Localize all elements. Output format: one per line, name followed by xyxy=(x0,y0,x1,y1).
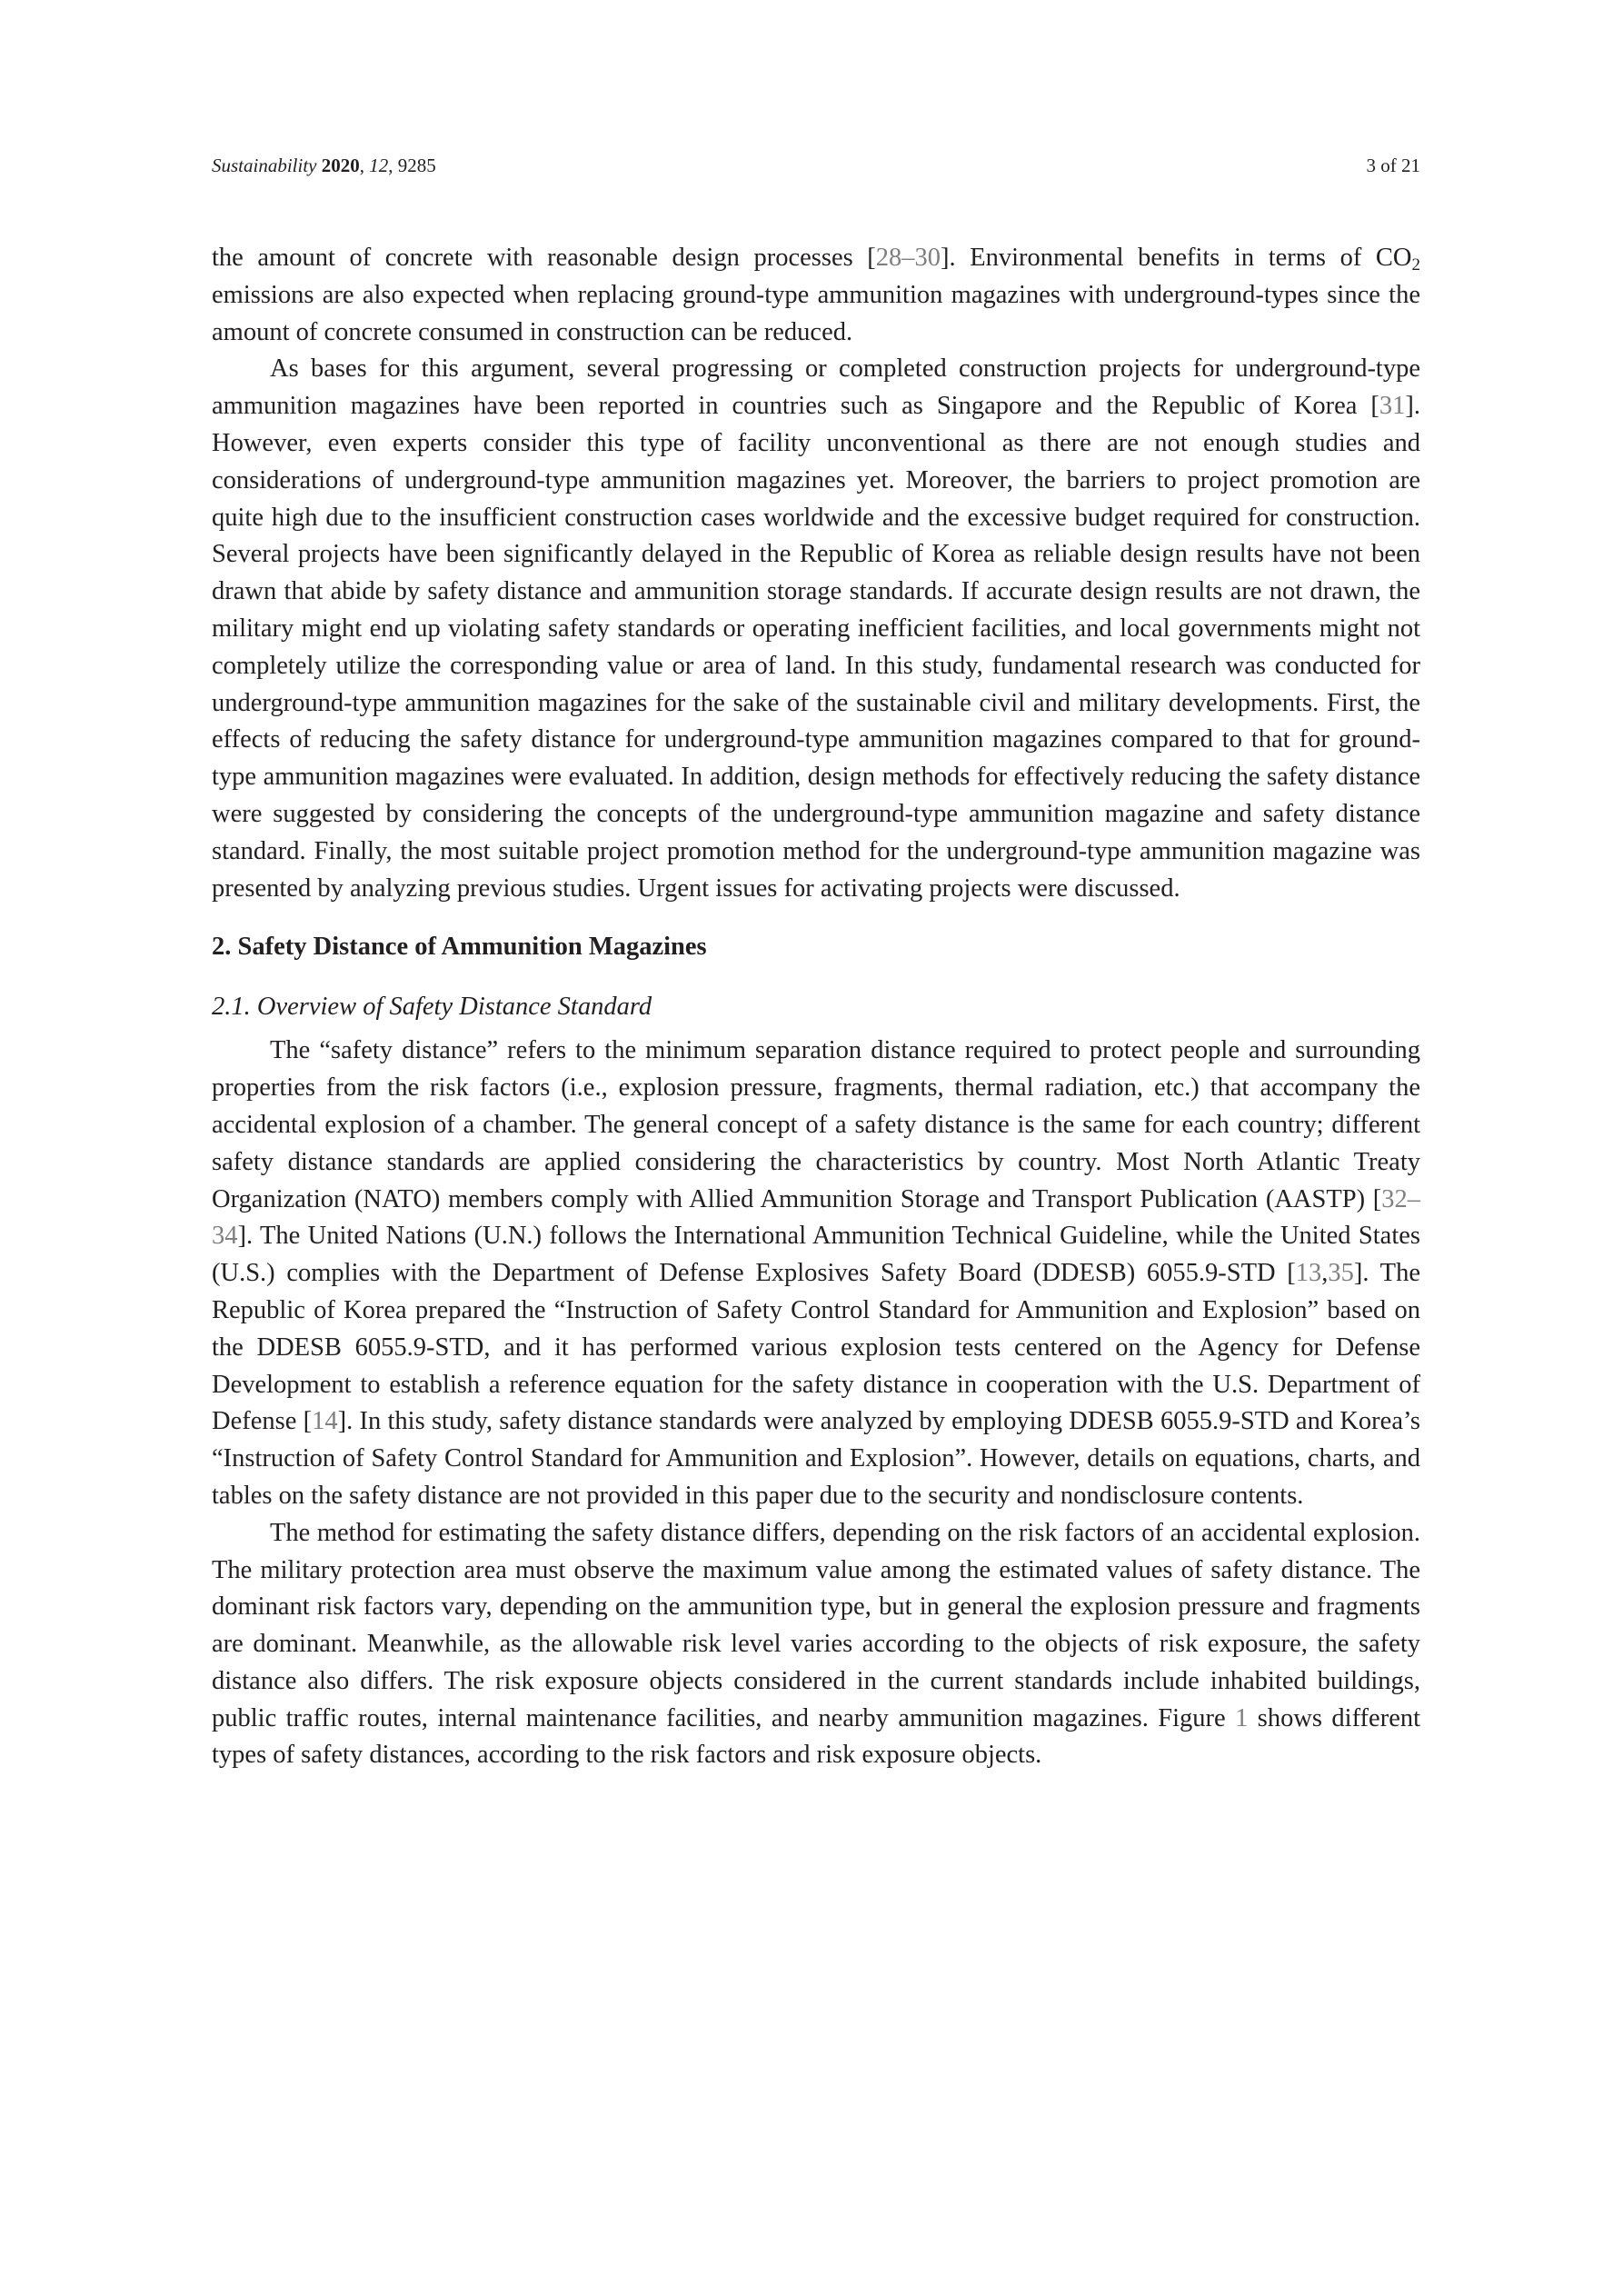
paragraph-1: the amount of concrete with reasonable design processes [28–30]. Environmental benefits in terms of $CO_2$ emissions are also expected when replacing ground-type ammunition magazines with underground-types since the amount of concrete consumed in construction can be reduced. xyxy=(212,244,1420,346)
citation-link[interactable]: 31 xyxy=(1379,392,1406,421)
figure-link[interactable]: 1 xyxy=(1235,1703,1249,1732)
paragraph-3: The “safety distance” refers to the minimum separation distance required to protect people and surrounding properties from the risk factors (i.e., explosion pressure, fragments, thermal radiation, etc.) that accompany the accidental explosion of a chamber. The general concept of a safety distance is the same for each country; different safety distance standards are applied considering the characteristics by country. Most North Atlantic Treaty Organization (NATO) members comply with Allied Ammunition Storage and Transport Publication (AASTP) [32–34]. The United Nations (U.N.) follows the International Ammunition Technical Guideline, while the United States (U.S.) complies with the Department of Defense Explosives Safety Board (DDESB) 6055.9-STD [13,35]. The Republic of Korea prepared the “Instruction of Safety Control Standard for Ammunition and Explosion” based on the DDESB 6055.9-STD, and it has performed various explosion tests centered on the Agency for Defense Development to establish a reference equation for the safety distance in cooperation with the U.S. Department of Defense [14]. In this study, safety distance standards were analyzed by employing DDESB 6055.9-STD and Korea’s “Instruction of Safety Control Standard for Ammunition and Explosion”. However, details on equations, charts, and tables on the safety distance are not provided in this paper due to the security and nondisclosure contents. xyxy=(212,1036,1420,1510)
journal-name: Sustainability xyxy=(212,155,317,176)
citation-link[interactable]: 28–30 xyxy=(875,244,941,272)
publication-year: 2020 xyxy=(321,155,360,176)
body-text xyxy=(212,240,1420,1774)
paragraph-4: The method for estimating the safety distance differs, depending on the risk factors of an accidental explosion. The military protection area must observe the maximum value among the estimated values of safety distance. The dominant risk factors vary, depending on the ammunition type, but in general the explosion pressure and fragments are dominant. Meanwhile, as the allowable risk level varies according to the objects of risk exposure, the safety distance also differs. The risk exposure objects considered in the current standards include inhabited buildings, public traffic routes, internal maintenance facilities, and nearby ammunition magazines. Figure 1 shows different types of safety distances, according to the risk factors and risk exposure objects. xyxy=(212,1518,1421,1770)
page-number: 3 of 21 xyxy=(1366,155,1420,176)
citation-link[interactable]: 32–34 xyxy=(212,1184,1420,1251)
running-header: Sustainability 2020, 12, 9285 3 of 21 xyxy=(212,155,1420,176)
citation-link[interactable]: 35 xyxy=(1328,1259,1354,1288)
subsection-heading: 2.1. Overview of Safety Distance Standard xyxy=(212,993,652,1022)
paragraph-2: As bases for this argument, several progressing or completed construction projects for underground-type ammunition magazines have been reported in countries such as Singapore and the Republic of Korea [31]. However, even experts consider this type of facility unconventional as there are not enough studies and considerations of underground-type ammunition magazines yet. Moreover, the barriers to project promotion are quite high due to the insufficient construction cases worldwide and the excessive budget required for construction. Several projects have been significantly delayed in the Republic of Korea as reliable design results have not been drawn that abide by safety distance and ammunition storage standards. If accurate design results are not drawn, the military might end up violating safety standards or operating inefficient facilities, and local governments might not completely utilize the corresponding value or area of land. In this study, fundamental research was conducted for underground-type ammunition magazines for the sake of the sustainable civil and military developments. First, the effects of reducing the safety distance for underground-type ammunition magazines compared to that for ground-type ammunition magazines were evaluated. In addition, design methods for effectively reducing the safety distance were suggested by considering the concepts of the underground-type ammunition magazine and safety distance standard. Finally, the most suitable project promotion method for the underground-type ammunition magazine was presented by analyzing previous studies. Urgent issues for activating projects were discussed. xyxy=(212,354,1420,903)
article-number: , 9285 xyxy=(388,155,436,176)
subscript-2: 2 xyxy=(1411,255,1420,275)
volume-number: 12 xyxy=(369,155,389,176)
section-heading: 2. Safety Distance of Ammunition Magazines xyxy=(212,933,707,962)
citation-link[interactable]: 14 xyxy=(312,1407,338,1436)
citation-link[interactable]: 13 xyxy=(1295,1259,1322,1288)
